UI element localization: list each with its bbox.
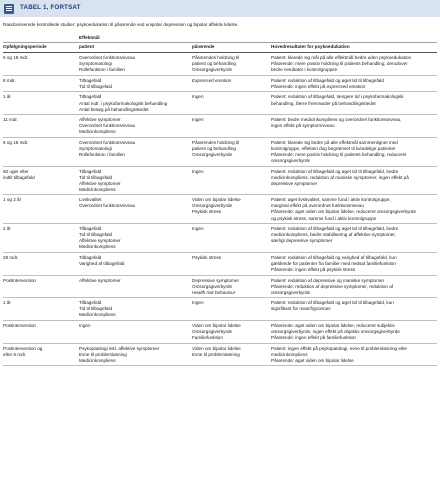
cell-relative-measures (192, 53, 271, 76)
cell-patient-measures (79, 224, 192, 253)
cell-line: Medicinkompliens (79, 312, 116, 318)
cell-results (271, 298, 437, 321)
cell-line: Livskvalitet (79, 197, 102, 203)
cell-line: Psykisk stress (192, 209, 222, 215)
cell-line: Tilbagefald (79, 77, 102, 83)
cell-line: Patient: ingen effekt på psykopatologi, evne til problemløsning eller (271, 345, 408, 351)
cell-period (3, 115, 79, 138)
cell-patient-measures (79, 115, 192, 138)
cell-results (271, 115, 437, 138)
table-row (3, 320, 437, 343)
cell-line: 1 år (3, 300, 11, 306)
cell-line: Patient: øget livskvalitet, samme fund i aktiv kontrolgruppe, (271, 197, 391, 203)
cell-line: Patient: reduktion af tilbagefald og øget tid til tilbagefald (271, 77, 384, 83)
table-subtitle: Randomiserede kontrollede studier: psykoedukation til pårørende ved unipolar depression og bipolar affektiv lidelse. (3, 22, 239, 27)
cell-period (3, 166, 79, 195)
cell-line: Patient: reduktion af tilbagefald og varighed af tilbagefald, kun (271, 254, 397, 260)
table-row (3, 343, 437, 366)
cell-results (271, 275, 437, 298)
cell-line: Patient: klarede sig mål på alle effektmål bedre uden psykoedukation (271, 55, 412, 61)
cell-line: særligt depressive symptomer (271, 238, 333, 244)
table-row (3, 166, 437, 195)
cell-period (3, 343, 79, 366)
cell-line: Postintervention (3, 322, 36, 328)
cell-line: Viden om bipolar lidelse (192, 345, 241, 351)
cell-line: Psykisk stress (192, 254, 222, 260)
cell-line: omsorgsgiverbyrde (271, 158, 311, 163)
cell-line: signifikant for mani/hypomani (271, 306, 331, 312)
cell-line: gældende for patienter fra familier med nedsat familiefunktion (271, 260, 396, 266)
cell-period (3, 75, 79, 92)
cell-line: 8 mdr. (3, 77, 16, 83)
cell-period (3, 137, 79, 166)
cell-line: Evne til problemløsning (192, 351, 240, 357)
cell-line: Pårørendes holdning til (192, 55, 240, 61)
cell-period (3, 224, 79, 253)
cell-line: 2 år (3, 226, 11, 232)
cell-line: Affektive symptomer (79, 277, 121, 283)
cell-line: Symptomatologi (79, 145, 112, 151)
cell-line: Tilbagefald (79, 94, 102, 100)
cell-line-italic: Health risk behaviour (192, 289, 236, 295)
cell-patient-measures (79, 53, 192, 76)
cell-line: Omsorgsgiverbyrde (192, 283, 233, 289)
cell-line: Pårørende: ingen effekt på psykisk stress (271, 266, 356, 272)
cell-patient-measures (79, 137, 192, 166)
cell-line: medicinkompliens (271, 351, 308, 357)
cell-line: Pårørende: ingen effekt på expressed emotion (271, 83, 366, 89)
cell-line: 6 og 18 mdr. (3, 139, 29, 145)
cell-line: Postintervention (3, 277, 36, 283)
cell-results (271, 252, 437, 275)
cell-line: bedre resultater i kontrolgruppen (271, 67, 338, 73)
cell-line: Symptomatologi (79, 61, 112, 67)
cell-line: behandling, færre fremmøder på behandlingsstedet (271, 100, 376, 106)
cell-results (271, 320, 437, 343)
cell-line: depressive symptomer (271, 180, 318, 186)
cell-line: Expressed emotion (192, 77, 232, 83)
cell-line: Overordnet funktionsniveau (79, 123, 136, 129)
cell-line: Evne til problemløsning (79, 351, 127, 357)
cell-line: Patient: reduktion af tilbagefald og øget tid til tilbagefald, bedre (271, 226, 399, 232)
cell-line: Antal besøg på behandlingsstedet (79, 106, 149, 112)
cell-line: Medicinkompliens (79, 244, 116, 250)
cell-patient-measures (79, 298, 192, 321)
cell-patient-measures (79, 166, 192, 195)
cell-line: omsorgsgiverbyrde, ingen effekt på objektiv omsorgsgiverbyrde (271, 328, 400, 334)
table-row (3, 115, 437, 138)
column-header-relative: pårørende (192, 43, 271, 53)
cell-results (271, 195, 437, 224)
cell-line: Viden om bipolar lidelse (192, 197, 241, 203)
cell-relative-measures (192, 320, 271, 343)
cell-line: Postintervention og (3, 345, 43, 351)
cell-patient-measures (79, 92, 192, 115)
cell-line: Viden om bipolar lidelse (192, 322, 241, 328)
cell-line: marginal effekt på overordnet funktionsniveau (271, 203, 364, 209)
cell-line: Pårørende: øget viden om bipolar lidelse, reduceret omsorgsgiverbyrde (271, 209, 417, 215)
cell-line: Tid til tilbagefald (79, 306, 113, 312)
table-caption-bar (0, 0, 440, 17)
cell-line: Patient: reduktion af tilbagefald og øget tid til tilbagefald, bedre (271, 168, 399, 174)
cell-line: Pårørende: mere positiv holdning til patients behandling, derudover (271, 61, 408, 67)
table-row (3, 195, 437, 224)
cell-line: Patient: reduktion af tilbagefald og øget tid til tilbagefald, kun (271, 300, 394, 306)
table-row (3, 298, 437, 321)
cell-line: Ingen (79, 322, 91, 328)
cell-line: Tilbagefald (79, 168, 102, 174)
results-table (3, 35, 437, 366)
cell-results (271, 137, 437, 166)
table-icon (4, 4, 14, 14)
cell-line: Ingen (192, 300, 204, 306)
cell-results (271, 75, 437, 92)
cell-line: Pårørendes holdning til (192, 139, 240, 145)
cell-line: omsorgsgiverbyrde (271, 289, 311, 295)
cell-line: Tid til tilbagefald (79, 83, 113, 89)
cell-results (271, 92, 437, 115)
cell-results (271, 166, 437, 195)
cell-patient-measures (79, 195, 192, 224)
cell-line: Tilbagefald (79, 300, 102, 306)
cell-period (3, 92, 79, 115)
cell-patient-measures (79, 320, 192, 343)
cell-patient-measures (79, 75, 192, 92)
cell-patient-measures (79, 275, 192, 298)
cell-line: Omsorgsgiverbyrde (192, 203, 233, 209)
cell-line: 6 og 18 mdr. (3, 55, 29, 61)
table-row (3, 53, 437, 76)
cell-line: Antal mdr. i psykofarmakologisk behandling (79, 100, 168, 106)
cell-line: Familiefunktion (192, 335, 223, 340)
cell-relative-measures (192, 115, 271, 138)
cell-line: Ingen (192, 117, 204, 123)
cell-results (271, 53, 437, 76)
cell-line: Tilbagefald (79, 226, 102, 232)
cell-line: indtil tilbagefald (3, 174, 35, 180)
cell-relative-measures (192, 275, 271, 298)
cell-line: Tid til tilbagefald (79, 174, 113, 180)
cell-results (271, 343, 437, 366)
table-row (3, 252, 437, 275)
cell-line: efter 6 mdr. (3, 351, 27, 357)
cell-line: Overordnet funktionsniveau (79, 203, 136, 209)
cell-line: Omsorgsgiverbyrde (192, 67, 233, 73)
cell-results (271, 224, 437, 253)
cell-line: 1 år (3, 94, 11, 100)
cell-line: Rollefunktion i familien (79, 151, 125, 157)
effect-measures-group-header: Effektmål (79, 35, 271, 43)
cell-patient-measures (79, 343, 192, 366)
table-row (3, 75, 437, 92)
cell-line: Varighed af tilbagefald (79, 260, 125, 266)
cell-line: Pårørende: reduktion af depressive symptomer, reduktion af (271, 283, 394, 289)
cell-relative-measures (192, 343, 271, 366)
cell-relative-measures (192, 298, 271, 321)
cell-line: og psykisk stress, samme fund i aktiv kontrolgruppe (271, 215, 377, 221)
cell-line: 28 mdr. (3, 254, 19, 260)
cell-line: Pårørende: mere positiv holdning til patients behandling, reduceret (271, 151, 407, 157)
cell-line: Ingen (192, 226, 204, 232)
table-body (3, 53, 437, 366)
cell-line: ingen effekt på symptomniveau (271, 123, 335, 129)
cell-line: Omsorgsgiverbyrde (192, 151, 233, 157)
cell-line: Psykopatologi inkl. affektive symptomer (79, 345, 160, 351)
cell-period (3, 252, 79, 275)
cell-line: medicinkompliens, bedre stabilisering af affektive symptomer, (271, 232, 396, 238)
cell-period (3, 195, 79, 224)
table-row (3, 224, 437, 253)
cell-line: Pårørende: øget viden om bipolar lidelse, reduceret subjektiv (271, 322, 395, 328)
cell-line: Patient: bedre medicinkompliens og overordnet funktionsniveau, (271, 117, 402, 123)
cell-period (3, 320, 79, 343)
cell-relative-measures (192, 252, 271, 275)
cell-line: Ingen (192, 94, 204, 100)
table-title: TABEL 1, FORTSAT (20, 4, 81, 12)
cell-period (3, 275, 79, 298)
cell-relative-measures (192, 92, 271, 115)
table-row (3, 92, 437, 115)
cell-line: Medicinkompliens (79, 186, 116, 192)
cell-period (3, 53, 79, 76)
cell-line: Pårørende: øget viden om bipolar lidelse (271, 357, 354, 363)
cell-line: Ingen (192, 168, 204, 174)
cell-line: 60 uger eller (3, 168, 29, 174)
cell-line: Medicinkompliens (79, 129, 116, 135)
cell-line: Depressive symptomer (192, 277, 239, 283)
cell-line: Omsorgsgiverbyrde (192, 328, 233, 334)
cell-line: Patient: klarede sig bedre på alle effektmål sammenlignet med (271, 139, 398, 145)
cell-line: Affektive symptomer (79, 180, 121, 186)
cell-relative-measures (192, 195, 271, 224)
cell-line: Patient: reduktion af depressive og maniske symptomer (271, 277, 385, 283)
cell-line: Medicinkompliens (79, 357, 116, 363)
cell-line: Patient: reduktion af tilbagefald, længere tid i psykofarmakologisk (271, 94, 404, 100)
cell-line: Overordnet funktionsniveau (79, 55, 136, 61)
cell-line: Tilbagefald (79, 254, 102, 260)
cell-relative-measures (192, 75, 271, 92)
column-header-period: Opfølgningsperiode (3, 43, 79, 53)
column-header-patient: patient (79, 43, 192, 53)
column-header-results: Hovedresultater for psykoedukation (271, 43, 437, 53)
cell-relative-measures (192, 137, 271, 166)
cell-line: Affektive symptomer (79, 238, 121, 244)
cell-line: Pårørende: ingen effekt på familiefunktion (271, 335, 356, 340)
cell-line: Affektive symptomer (79, 117, 121, 123)
table-row (3, 275, 437, 298)
cell-line: Overordnet funktionsniveau (79, 139, 136, 145)
cell-relative-measures (192, 224, 271, 253)
table-row (3, 137, 437, 166)
cell-line: 1 og 2 år (3, 197, 22, 203)
cell-patient-measures (79, 252, 192, 275)
cell-line: 11 mdr. (3, 117, 18, 123)
cell-line: Tid til tilbagefald (79, 232, 113, 238)
cell-line: patient og behandling (192, 61, 236, 67)
cell-line: patient og behandling (192, 145, 236, 151)
cell-relative-measures (192, 166, 271, 195)
cell-period (3, 298, 79, 321)
cell-line: Rollefunktion i familien (79, 67, 125, 73)
cell-line: medicinkompliens, reduktion af maniske symptomer, ingen effekt på (271, 174, 409, 180)
cell-line: kontrolgruppe, effekten dog begrænset til kvindelige patienter (271, 145, 396, 151)
